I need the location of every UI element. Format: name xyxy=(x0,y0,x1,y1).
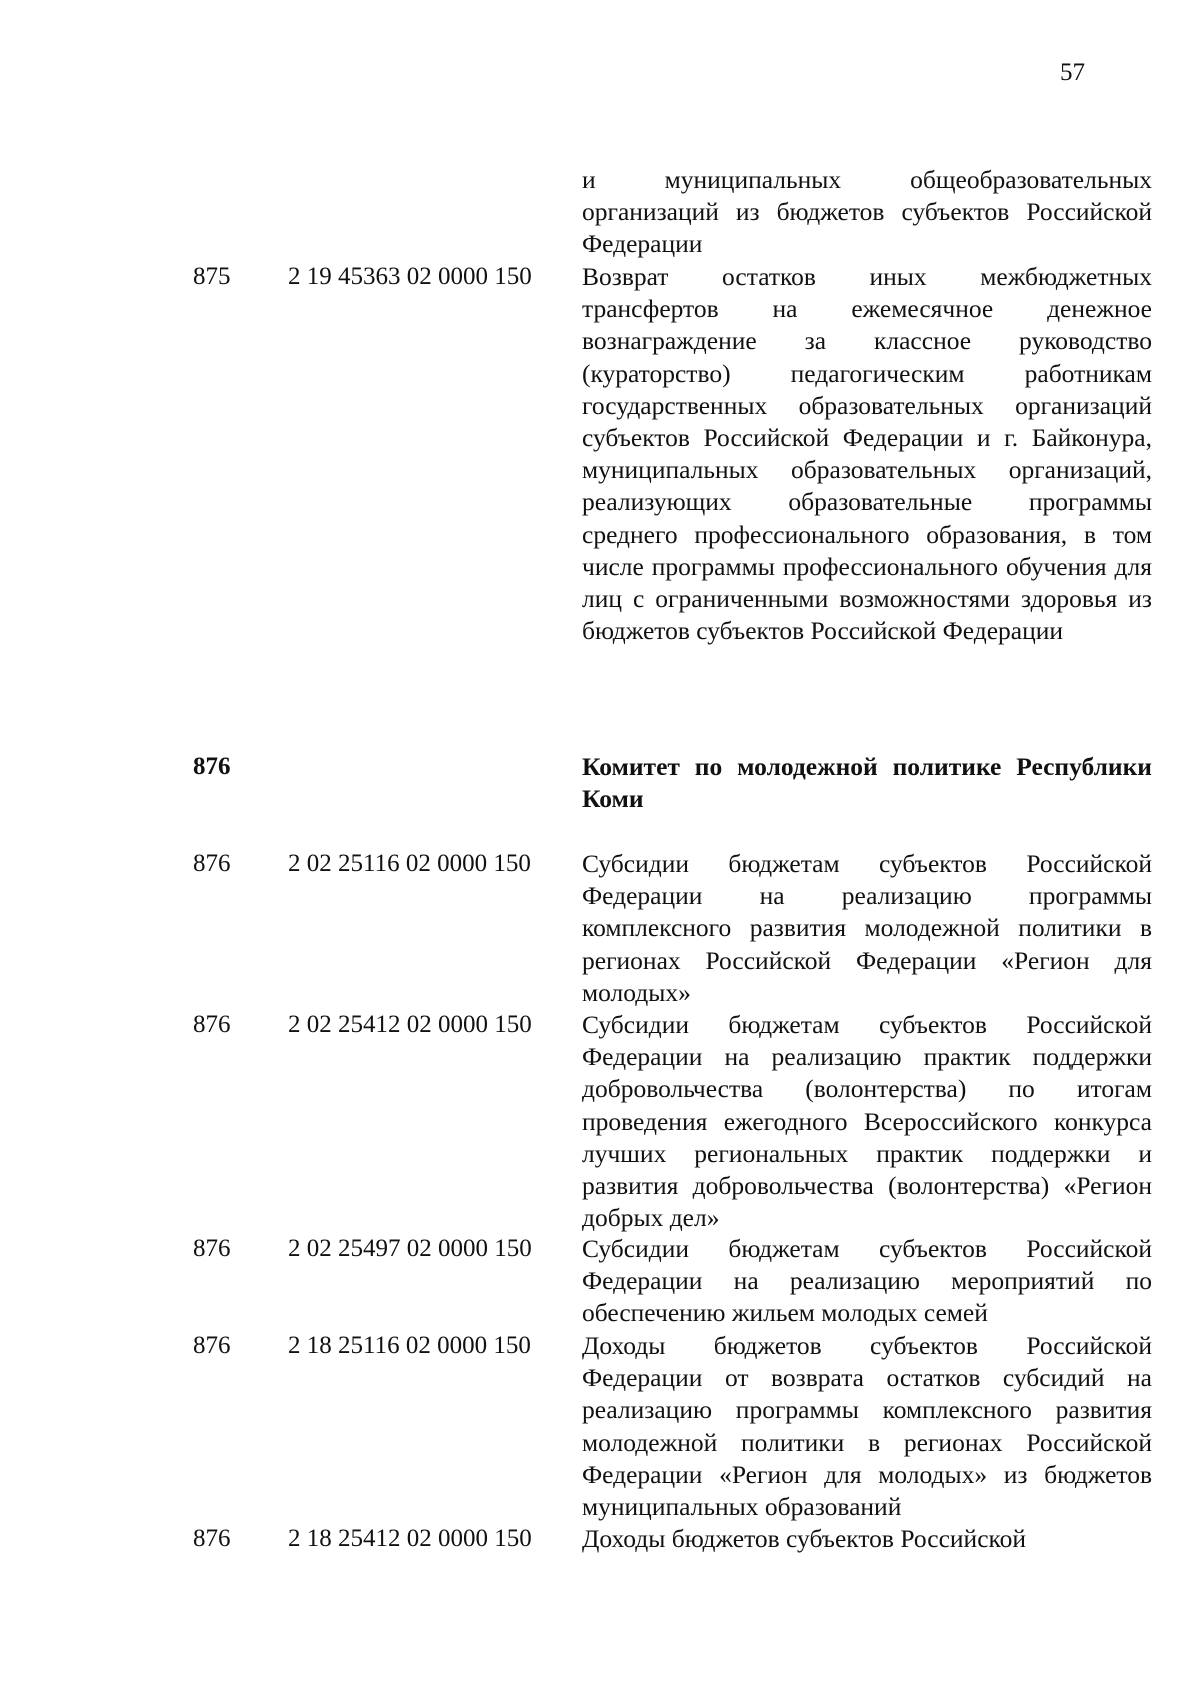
budget-classification-code: 2 02 25116 02 0000 150 xyxy=(288,850,531,877)
department-code: 876 xyxy=(193,1011,231,1038)
budget-classification-code: 2 19 45363 02 0000 150 xyxy=(288,263,532,290)
department-code: 876 xyxy=(193,753,231,780)
page-number: 57 xyxy=(1060,59,1085,86)
row-description: Доходы бюджетов субъектов Российской Федерации от возврата остатков субсидий на реализацию программы комплексного развития молодежной политики в регионах Российской Федерации «Регион для молодых» из бюджетов муниципальных образований xyxy=(582,1331,1152,1522)
budget-classification-code: 2 18 25116 02 0000 150 xyxy=(288,1332,531,1359)
department-code: 876 xyxy=(193,1235,231,1262)
department-code: 876 xyxy=(193,1332,231,1359)
row-description: Возврат остатков иных межбюджетных трансфертов на ежемесячное денежное вознаграждение за классное руководство (кураторство) педагогическим работникам государственных образовательных организаций субъектов Российской Федерации и г. Байконура, муниципальных образовательных организаций, реализующих образовательные программы среднего профессионального образования, в том числе программы профессионального обучения для лиц с ограниченными возможностями здоровья из бюджетов субъектов Российской Федерации xyxy=(582,262,1152,646)
department-code: 875 xyxy=(193,263,231,290)
budget-classification-code: 2 02 25497 02 0000 150 xyxy=(288,1235,532,1262)
row-description: Субсидии бюджетам субъектов Российской Федерации на реализацию программы комплексного развития молодежной политики в регионах Российской Федерации «Регион для молодых» xyxy=(582,849,1152,1007)
row-description: Субсидии бюджетам субъектов Российской Федерации на реализацию мероприятий по обеспечению жильем молодых семей xyxy=(582,1234,1152,1328)
department-code: 876 xyxy=(193,1525,231,1552)
row-description: Субсидии бюджетам субъектов Российской Федерации на реализацию практик поддержки добровольчества (волонтерства) по итогам проведения ежегодного Всероссийского конкурса лучших региональных практик поддержки и развития добровольчества (волонтерства) «Регион добрых дел» xyxy=(582,1010,1152,1233)
department-name: Комитет по молодежной политике Республики Коми xyxy=(582,752,1152,814)
row-description: и муниципальных общеобразовательных организаций из бюджетов субъектов Российской Федерации xyxy=(582,165,1152,259)
row-description: Доходы бюджетов субъектов Российской xyxy=(582,1524,1026,1553)
department-code: 876 xyxy=(193,850,231,877)
budget-classification-code: 2 18 25412 02 0000 150 xyxy=(288,1525,532,1552)
budget-classification-code: 2 02 25412 02 0000 150 xyxy=(288,1011,532,1038)
